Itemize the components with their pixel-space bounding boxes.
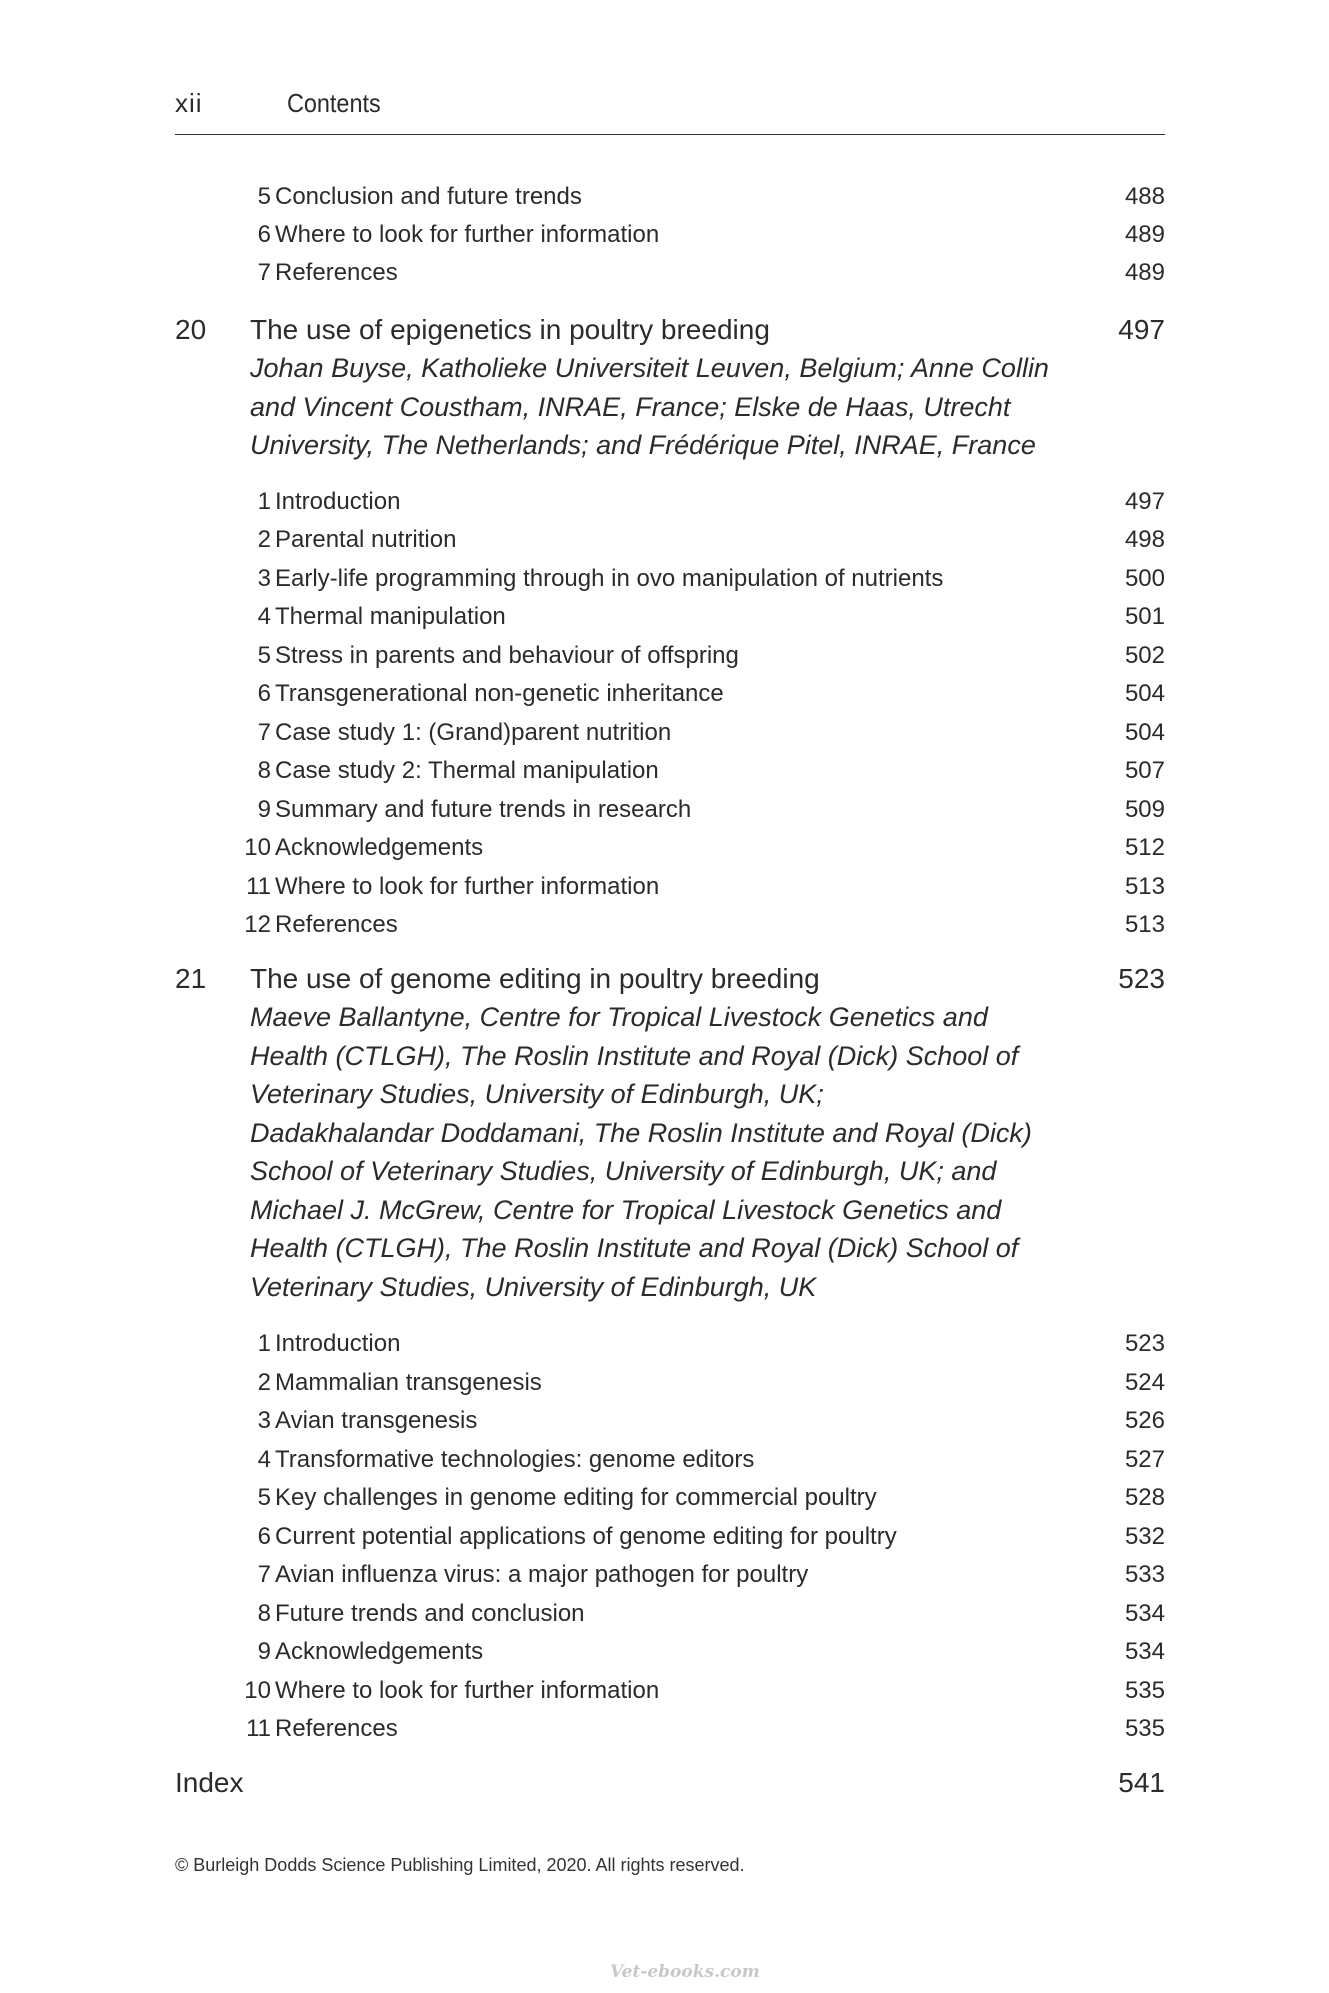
toc-entry[interactable] <box>175 756 1165 786</box>
chapter-number: 21 <box>175 963 207 994</box>
section-title: Future trends and conclusion <box>275 1600 585 1627</box>
author-line: and Vincent Coustham, INRAE, France; Elske de Haas, Utrecht <box>250 391 1011 422</box>
section-title: Acknowledgements <box>275 1638 484 1665</box>
author-line: School of Veterinary Studies, University of Edinburgh, UK; and <box>250 1156 997 1186</box>
author-line: Health (CTLGH), The Roslin Institute and Royal (Dick) School of <box>250 1233 1019 1263</box>
running-title: Contents <box>287 88 381 118</box>
toc-entry[interactable] <box>175 487 1165 517</box>
index-page: 541 <box>1118 1767 1165 1798</box>
watermark-logo: Vet-ebooks.com <box>610 1962 760 1982</box>
section-title: Early-life programming through in ovo manipulation of nutrients <box>275 565 944 592</box>
section-page: 524 <box>1124 1369 1165 1396</box>
section-number: 2 <box>257 526 271 553</box>
section-page: 535 <box>1124 1677 1165 1704</box>
section-page: 488 <box>1124 183 1165 210</box>
toc-entry[interactable] <box>175 1560 1165 1590</box>
toc-entry[interactable] <box>175 182 1165 212</box>
section-title: Current potential applications of genome editing for poultry <box>275 1523 897 1550</box>
section-page: 489 <box>1124 259 1165 286</box>
section-number: 7 <box>257 259 271 286</box>
toc-entry[interactable] <box>175 641 1165 671</box>
section-number: 6 <box>257 221 271 248</box>
section-number: 3 <box>257 565 271 592</box>
section-title: References <box>275 1715 398 1742</box>
section-page: 534 <box>1124 1600 1165 1627</box>
section-number: 6 <box>257 1523 271 1550</box>
section-title: References <box>275 259 398 286</box>
index-label: Index <box>175 1767 244 1798</box>
author-line: Veterinary Studies, University of Edinburgh, UK; <box>250 1079 824 1109</box>
section-title: Case study 1: (Grand)parent nutrition <box>275 719 672 746</box>
section-page: 528 <box>1124 1484 1165 1511</box>
section-number: 4 <box>257 603 271 630</box>
section-number: 11 <box>246 1715 271 1742</box>
toc-entry[interactable] <box>175 1522 1165 1552</box>
section-title: Thermal manipulation <box>275 603 506 630</box>
section-title: Key challenges in genome editing for commercial poultry <box>275 1484 877 1511</box>
section-title: Where to look for further information <box>275 1677 660 1704</box>
section-title: Transgenerational non-genetic inheritance <box>275 680 724 707</box>
section-title: Where to look for further information <box>275 221 660 248</box>
section-page: 535 <box>1124 1715 1165 1742</box>
section-page: 534 <box>1124 1638 1165 1665</box>
author-line: Veterinary Studies, University of Edinburgh, UK <box>250 1271 817 1302</box>
section-page: 513 <box>1124 873 1165 900</box>
section-page: 507 <box>1124 757 1165 784</box>
section-page: 509 <box>1124 796 1165 823</box>
toc-entry[interactable] <box>175 795 1165 825</box>
chapter-21-heading[interactable] <box>175 961 1165 997</box>
toc-entry[interactable] <box>175 1483 1165 1513</box>
toc-entry[interactable] <box>175 1329 1165 1359</box>
section-page: 497 <box>1124 488 1165 515</box>
chapter-title: The use of genome editing in poultry breeding <box>250 963 820 994</box>
section-number: 12 <box>244 911 271 938</box>
chapter-page: 523 <box>1118 963 1165 994</box>
section-number: 9 <box>257 1638 271 1665</box>
toc-entry[interactable] <box>175 220 1165 250</box>
section-title: Conclusion and future trends <box>275 183 582 210</box>
author-line: University, The Netherlands; and Frédérique Pitel, INRAE, France <box>250 430 1036 460</box>
section-page: 512 <box>1124 834 1165 861</box>
section-number: 11 <box>246 873 271 900</box>
author-line: Maeve Ballantyne, Centre for Tropical Livestock Genetics and <box>250 1002 988 1032</box>
section-number: 8 <box>257 1600 271 1627</box>
section-page: 502 <box>1124 642 1165 669</box>
section-number: 1 <box>257 488 271 515</box>
section-number: 8 <box>257 757 271 784</box>
author-line: Michael J. McGrew, Centre for Tropical Livestock Genetics and <box>250 1194 1002 1225</box>
section-title: Avian influenza virus: a major pathogen for poultry <box>275 1561 809 1588</box>
section-number: 6 <box>257 680 271 707</box>
section-title: Parental nutrition <box>275 526 457 553</box>
section-page: 501 <box>1124 603 1165 630</box>
author-line: Johan Buyse, Katholieke Universiteit Leuven, Belgium; Anne Collin <box>250 353 1049 383</box>
section-page: 498 <box>1124 526 1165 553</box>
section-number: 5 <box>257 642 271 669</box>
section-page: 489 <box>1124 221 1165 248</box>
section-number: 5 <box>257 1484 271 1511</box>
section-page: 526 <box>1124 1407 1165 1434</box>
author-line: Dadakhalandar Doddamani, The Roslin Institute and Royal (Dick) <box>250 1117 1032 1148</box>
section-number: 2 <box>257 1369 271 1396</box>
toc-entry[interactable] <box>175 1368 1165 1398</box>
page-number: xii <box>175 88 203 118</box>
section-number: 10 <box>244 834 271 861</box>
toc-entry[interactable] <box>175 1599 1165 1629</box>
toc-entry[interactable] <box>175 602 1165 632</box>
section-title: Stress in parents and behaviour of offspring <box>275 642 739 669</box>
toc-entry[interactable] <box>175 258 1165 288</box>
page-header <box>175 88 1165 135</box>
section-number: 10 <box>244 1677 271 1704</box>
section-number: 5 <box>257 183 271 210</box>
toc-entry[interactable] <box>175 910 1165 940</box>
toc-entry[interactable] <box>175 564 1165 594</box>
section-title: Introduction <box>275 1330 401 1357</box>
toc-entry[interactable] <box>175 1637 1165 1667</box>
chapter-page: 497 <box>1118 314 1165 345</box>
section-number: 7 <box>257 719 271 746</box>
section-number: 7 <box>257 1561 271 1588</box>
section-page: 533 <box>1124 1561 1165 1588</box>
section-title: Transformative technologies: genome editors <box>275 1446 755 1473</box>
toc-entry[interactable] <box>175 872 1165 902</box>
section-title: Avian transgenesis <box>275 1407 478 1434</box>
toc-entry[interactable] <box>175 833 1165 863</box>
section-title: Where to look for further information <box>275 873 660 900</box>
section-title: References <box>275 911 398 938</box>
section-page: 527 <box>1124 1446 1165 1473</box>
section-title: Acknowledgements <box>275 834 484 861</box>
copyright-footer: © Burleigh Dodds Science Publishing Limited, 2020. All rights reserved. <box>175 1855 745 1875</box>
toc-entry[interactable] <box>175 1445 1165 1475</box>
chapter-21-authors <box>250 998 1130 1306</box>
section-number: 4 <box>257 1446 271 1473</box>
section-title: Case study 2: Thermal manipulation <box>275 757 659 784</box>
chapter-number: 20 <box>175 314 207 345</box>
index-entry[interactable] <box>175 1765 1165 1801</box>
author-line: Health (CTLGH), The Roslin Institute and Royal (Dick) School of <box>250 1040 1019 1071</box>
toc-entry[interactable] <box>175 679 1165 709</box>
section-page: 523 <box>1124 1330 1165 1357</box>
toc-entry[interactable] <box>175 1406 1165 1436</box>
toc-entry[interactable] <box>175 1676 1165 1706</box>
chapter-20-heading[interactable] <box>175 312 1165 348</box>
section-page: 532 <box>1124 1523 1165 1550</box>
toc-entry[interactable] <box>175 525 1165 555</box>
toc-entry[interactable] <box>175 718 1165 748</box>
section-page: 504 <box>1124 680 1165 707</box>
section-page: 513 <box>1124 911 1165 938</box>
section-title: Summary and future trends in research <box>275 796 692 823</box>
section-title: Mammalian transgenesis <box>275 1369 542 1396</box>
section-page: 500 <box>1124 565 1165 592</box>
chapter-20-authors <box>250 349 1130 465</box>
section-number: 1 <box>257 1330 271 1357</box>
toc-entry[interactable] <box>175 1714 1165 1744</box>
section-number: 3 <box>257 1407 271 1434</box>
section-page: 504 <box>1124 719 1165 746</box>
section-number: 9 <box>257 796 271 823</box>
chapter-title: The use of epigenetics in poultry breeding <box>250 314 770 345</box>
section-title: Introduction <box>275 488 401 515</box>
